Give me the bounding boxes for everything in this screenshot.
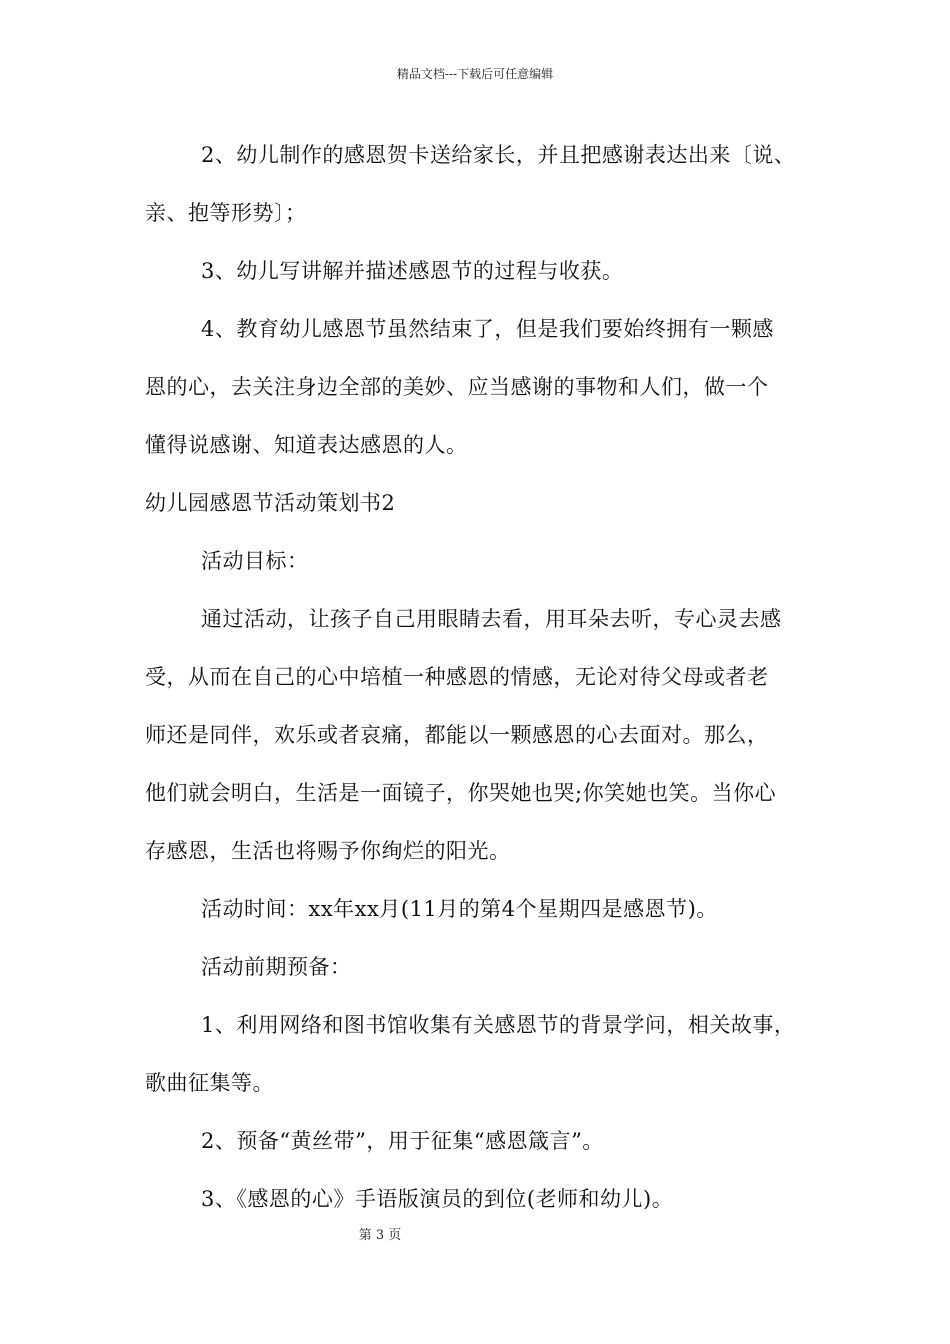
text-line: 4、教育幼儿感恩节虽然结束了，但是我们要始终拥有一颗感 (201, 317, 774, 341)
text-line: 1、利用网络和图书馆收集有关感恩节的背景学问，相关故事， (201, 1013, 796, 1037)
text-line: 活动时间：xx年xx月(11月的第4个星期四是感恩节)。 (201, 897, 718, 921)
text-line: 亲、抱等形势〕； (145, 201, 307, 225)
text-line: 受，从而在自己的心中培植一种感恩的情感，无论对待父母或者老 (145, 665, 769, 689)
text-line: 3、幼儿写讲解并描述感恩节的过程与收获。 (201, 259, 624, 283)
text-line: 2、幼儿制作的感恩贺卡送给家长，并且把感谢表达出来〔说、 (201, 143, 796, 167)
page-header: 精品文档---下载后可任意编辑 (396, 67, 554, 81)
section-title: 幼儿园感恩节活动策划书2 (145, 491, 396, 515)
text-line: 活动目标： (201, 549, 309, 573)
text-line: 存感恩，生活也将赐予你绚烂的阳光。 (145, 839, 511, 863)
document-body (145, 126, 810, 1228)
text-line: 通过活动，让孩子自己用眼睛去看，用耳朵去听，专心灵去感 (201, 607, 782, 631)
text-line: 2、预备“黄丝带”，用于征集“感恩箴言”。 (201, 1129, 604, 1153)
text-line: 3、《感恩的心》手语版演员的到位(老师和幼儿)。 (201, 1187, 674, 1211)
text-line: 懂得说感谢、知道表达感恩的人。 (145, 433, 468, 457)
page-number: 第 3 页 (358, 1228, 402, 1243)
text-line: 歌曲征集等。 (145, 1071, 274, 1095)
text-line: 师还是同伴，欢乐或者哀痛，都能以一颗感恩的心去面对。那么， (145, 723, 769, 747)
text-line: 他们就会明白，生活是一面镜子，你哭她也哭;你笑她也笑。当你心 (145, 781, 777, 805)
text-line: 恩的心，去关注身边全部的美妙、应当感谢的事物和人们，做一个 (145, 375, 769, 399)
text-line: 活动前期预备： (201, 955, 352, 979)
